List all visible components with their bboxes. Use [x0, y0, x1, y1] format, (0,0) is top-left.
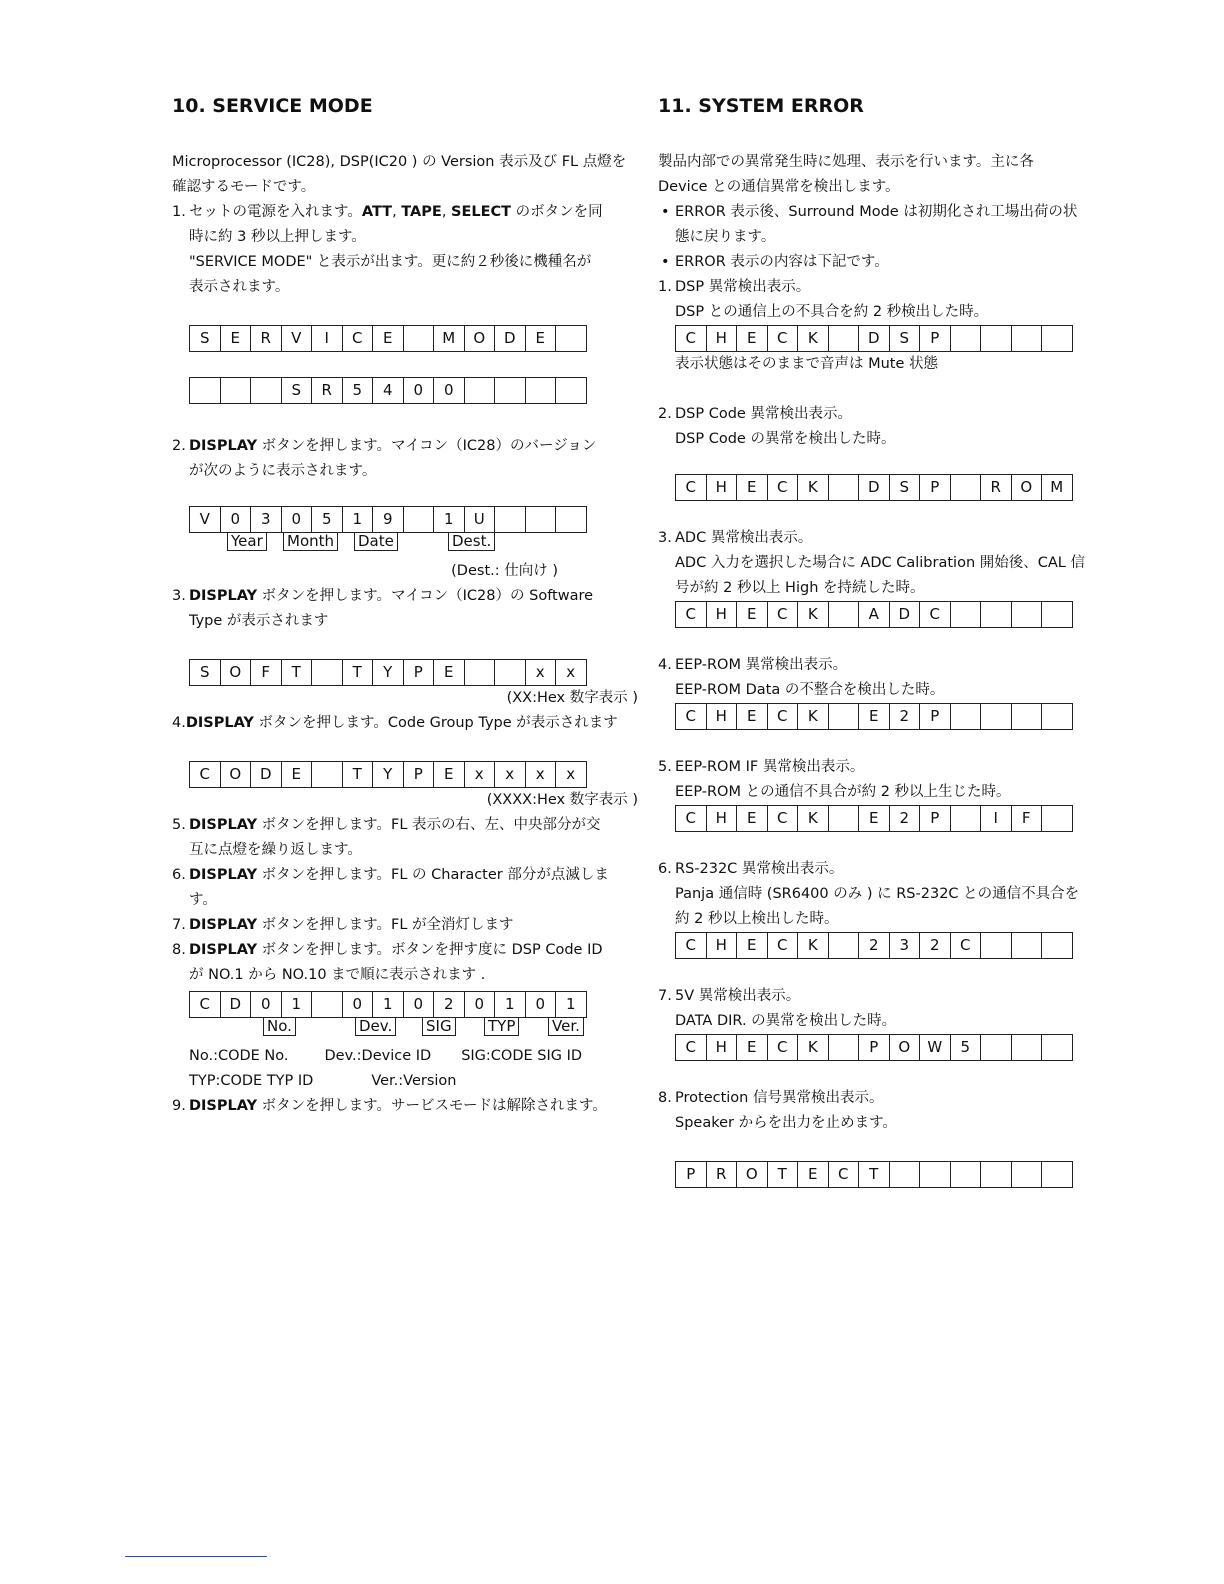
display-cell: K: [797, 805, 829, 832]
step-4: 4.DISPLAY ボタンを押します。Code Group Type が表示されます: [172, 715, 618, 731]
legend-line-2: TYP:CODE TYP ID Ver.:Version: [189, 1073, 457, 1089]
display-cell: E: [858, 805, 890, 832]
code-type-note: (XXXX:Hex 数字表示 ): [486, 792, 638, 808]
display-cell: 3: [250, 506, 282, 533]
display-cell: Y: [372, 659, 404, 686]
display-cell: C: [342, 325, 374, 352]
display-cell: H: [706, 932, 738, 959]
display-cell: E: [281, 761, 313, 788]
display-cell: [555, 506, 587, 533]
display-cell: 2: [919, 932, 951, 959]
display-cell: K: [797, 601, 829, 628]
display-cell: E: [736, 325, 768, 352]
bullet-2: • ERROR 表示の内容は下記です。: [658, 250, 1110, 275]
display-soft-type: [189, 659, 642, 686]
display-cell: [494, 659, 526, 686]
display-cell: 1: [342, 506, 374, 533]
display-cell: 2: [889, 703, 921, 730]
display-check-dsp: [675, 325, 1110, 352]
display-cell: K: [797, 703, 829, 730]
display-cell: x: [555, 659, 587, 686]
display-cell: I: [311, 325, 343, 352]
display-check-pow5: [675, 1034, 1110, 1061]
display-cell: 0: [250, 991, 282, 1018]
display-cell: H: [706, 601, 738, 628]
display-cell: H: [706, 703, 738, 730]
display-cell: D: [858, 474, 890, 501]
display-cell: Y: [372, 761, 404, 788]
display-cell: S: [889, 474, 921, 501]
display-cell: D: [220, 991, 252, 1018]
display-cell: P: [919, 703, 951, 730]
display-cell: M: [1041, 474, 1073, 501]
error-2-title: 2. DSP Code 異常検出表示。: [658, 406, 852, 422]
bullet-icon: •: [661, 204, 670, 220]
error-6-desc-2: 約 2 秒以上検出した時。: [675, 911, 839, 927]
display-cell: D: [250, 761, 282, 788]
display-cell: 4: [372, 377, 404, 404]
display-cell: [950, 601, 982, 628]
display-cell: [980, 325, 1012, 352]
display-cell: E: [736, 805, 768, 832]
display-cell: M: [433, 325, 465, 352]
display-service-mode: [189, 325, 642, 352]
error-1-after: 表示状態はそのままで音声は Mute 状態: [675, 356, 939, 372]
display-cell: [1041, 1161, 1073, 1188]
display-cell: [1011, 1161, 1043, 1188]
intro-line-2: Device との通信異常を検出します。: [658, 179, 900, 195]
display-cell: C: [767, 601, 799, 628]
step-9: 9. DISPLAY ボタンを押します。サービスモードは解除されます。: [172, 1098, 607, 1114]
display-cell: K: [797, 325, 829, 352]
bullet-1: • ERROR 表示後、Surround Mode は初期化され工場出荷の状: [658, 200, 1110, 225]
display-cell: K: [797, 1034, 829, 1061]
display-cell: P: [403, 761, 435, 788]
display-cell: P: [675, 1161, 707, 1188]
display-protect: [675, 1161, 1110, 1188]
intro-line-2: 確認するモードです。: [172, 179, 316, 195]
display-cell: O: [736, 1161, 768, 1188]
display-cell: x: [525, 659, 557, 686]
display-cell: E: [736, 601, 768, 628]
display-cell: O: [889, 1034, 921, 1061]
display-check-adc: [675, 601, 1110, 628]
display-cell: F: [250, 659, 282, 686]
display-cell: E: [736, 474, 768, 501]
display-cell: 2: [433, 991, 465, 1018]
display-cell: x: [464, 761, 496, 788]
display-cell: E: [220, 325, 252, 352]
label-dev: Dev.: [355, 1017, 396, 1036]
error-7-title: 7. 5V 異常検出表示。: [658, 988, 801, 1004]
display-cell: 0: [281, 506, 313, 533]
display-cell: 5: [311, 506, 343, 533]
display-cell: K: [797, 474, 829, 501]
display-cell: [403, 325, 435, 352]
display-check-e2p: [675, 703, 1110, 730]
label-month: Month: [283, 532, 338, 551]
display-cell: T: [767, 1161, 799, 1188]
display-cell: 1: [372, 991, 404, 1018]
step-6: 6. DISPLAY ボタンを押します。FL の Character 部分が点滅しま: [172, 867, 609, 883]
error-7-desc: DATA DIR. の異常を検出した時。: [675, 1013, 897, 1029]
display-cell: [828, 325, 860, 352]
display-cell: W: [919, 1034, 951, 1061]
label-ver: Ver.: [548, 1017, 584, 1036]
footer-rule: [125, 1556, 267, 1557]
display-cell: [1041, 325, 1073, 352]
display-cell: [555, 325, 587, 352]
display-check-e2p-if: [675, 805, 1110, 832]
display-cell: C: [767, 805, 799, 832]
error-5-desc: EEP-ROM との通信不具合が約 2 秒以上生じた時。: [675, 784, 1011, 800]
error-3-title: 3. ADC 異常検出表示。: [658, 530, 813, 546]
display-cell: D: [889, 601, 921, 628]
dest-note: (Dest.: 仕向け ): [451, 563, 558, 579]
display-cell: S: [889, 325, 921, 352]
intro-line-1: 製品内部での異常発生時に処理、表示を行います。主に各: [658, 154, 1034, 170]
version-field-labels: [189, 533, 642, 559]
step-5: 5. DISPLAY ボタンを押します。FL 表示の右、左、中央部分が交: [172, 817, 601, 833]
display-cell: O: [220, 659, 252, 686]
display-cell: I: [980, 805, 1012, 832]
display-cell: [464, 659, 496, 686]
display-cell: 9: [372, 506, 404, 533]
label-sig: SIG: [422, 1017, 456, 1036]
display-cell: 1: [281, 991, 313, 1018]
step-1-line-3: "SERVICE MODE" と表示が出ます。更に約２秒後に機種名が: [189, 254, 592, 270]
display-cell: U: [464, 506, 496, 533]
display-cell: [494, 377, 526, 404]
display-cell: [1041, 805, 1073, 832]
display-cell: C: [767, 1034, 799, 1061]
display-cell: C: [675, 703, 707, 730]
display-cell: [1041, 601, 1073, 628]
display-cell: [1011, 932, 1043, 959]
display-cell: 0: [525, 991, 557, 1018]
display-cell: 1: [494, 991, 526, 1018]
display-cell: [494, 506, 526, 533]
step-2-line-2: が次のように表示されます。: [189, 463, 377, 479]
display-check-232c: [675, 932, 1110, 959]
error-4-desc: EEP-ROM Data の不整合を検出した時。: [675, 682, 945, 698]
display-cell: E: [736, 703, 768, 730]
step-1: 1. セットの電源を入れます。ATT, TAPE, SELECT のボタンを同: [172, 204, 603, 220]
display-cell: C: [767, 474, 799, 501]
display-version: [189, 506, 642, 533]
display-cell: O: [1011, 474, 1043, 501]
display-cell: [220, 377, 252, 404]
label-date: Date: [354, 532, 398, 551]
display-cell: R: [311, 377, 343, 404]
label-typ: TYP: [484, 1017, 519, 1036]
display-cell: [950, 325, 982, 352]
display-cell: C: [919, 601, 951, 628]
display-cell: [828, 601, 860, 628]
display-cell: R: [980, 474, 1012, 501]
display-cell: [311, 991, 343, 1018]
display-cell: C: [675, 1034, 707, 1061]
display-cell: P: [858, 1034, 890, 1061]
display-cell: T: [342, 659, 374, 686]
error-6-title: 6. RS-232C 異常検出表示。: [658, 861, 844, 877]
display-cell: [311, 761, 343, 788]
display-cell: E: [433, 659, 465, 686]
display-cell: [950, 474, 982, 501]
error-4-title: 4. EEP-ROM 異常検出表示。: [658, 657, 848, 673]
display-cell: S: [189, 659, 221, 686]
display-code-type: [189, 761, 642, 788]
step-8: 8. DISPLAY ボタンを押します。ボタンを押す度に DSP Code ID: [172, 942, 603, 958]
step-7: 7. DISPLAY ボタンを押します。FL が全消灯します: [172, 917, 514, 933]
bullet-1-line-2: 態に戻ります。: [675, 229, 776, 245]
display-cell: [189, 377, 221, 404]
display-cell: [980, 932, 1012, 959]
display-cell: 1: [433, 506, 465, 533]
intro-line-1: Microprocessor (IC28), DSP(IC20 ) の Version 表示及び FL 点燈を: [172, 154, 627, 170]
display-cell: [403, 506, 435, 533]
soft-type-note: (XX:Hex 数字表示 ): [506, 690, 638, 706]
display-cell: R: [250, 325, 282, 352]
display-cell: P: [403, 659, 435, 686]
display-cell: x: [494, 761, 526, 788]
display-cell: P: [919, 805, 951, 832]
display-cell: [980, 703, 1012, 730]
bullet-icon: •: [661, 254, 670, 270]
display-cell: T: [342, 761, 374, 788]
display-cell: C: [767, 703, 799, 730]
display-cell: E: [433, 761, 465, 788]
display-cell: E: [736, 1034, 768, 1061]
display-cell: 0: [433, 377, 465, 404]
display-cell: [1011, 1034, 1043, 1061]
display-cell: R: [706, 1161, 738, 1188]
label-no: No.: [263, 1017, 296, 1036]
display-cell: E: [858, 703, 890, 730]
display-cell: [311, 659, 343, 686]
display-cell: [980, 1161, 1012, 1188]
display-cell: F: [1011, 805, 1043, 832]
display-cell: [525, 506, 557, 533]
step-1-line-4: 表示されます。: [189, 279, 290, 295]
display-cell: E: [736, 932, 768, 959]
error-2-desc: DSP Code の異常を検出した時。: [675, 431, 896, 447]
display-cell: 0: [464, 991, 496, 1018]
display-cell: H: [706, 325, 738, 352]
display-cell: C: [767, 932, 799, 959]
display-cell: C: [189, 761, 221, 788]
label-year: Year: [227, 532, 267, 551]
display-cell: A: [858, 601, 890, 628]
display-cell: [950, 805, 982, 832]
display-cell: H: [706, 805, 738, 832]
display-cell: O: [464, 325, 496, 352]
display-cell: C: [767, 325, 799, 352]
display-dsp-code-id: [189, 991, 642, 1018]
code-id-field-labels: [189, 1018, 642, 1044]
display-cell: [828, 703, 860, 730]
error-8-desc: Speaker からを出力を止めます。: [675, 1115, 897, 1131]
display-model-name: [189, 377, 642, 404]
display-cell: [525, 377, 557, 404]
display-cell: [980, 1034, 1012, 1061]
display-cell: x: [525, 761, 557, 788]
display-cell: C: [189, 991, 221, 1018]
display-cell: S: [189, 325, 221, 352]
display-cell: 2: [858, 932, 890, 959]
display-cell: T: [281, 659, 313, 686]
display-cell: [889, 1161, 921, 1188]
error-5-title: 5. EEP-ROM IF 異常検出表示。: [658, 759, 865, 775]
error-1-desc: DSP との通信上の不具合を約 2 秒検出した時。: [675, 304, 989, 320]
display-cell: K: [797, 932, 829, 959]
display-cell: [828, 474, 860, 501]
display-cell: 0: [342, 991, 374, 1018]
display-cell: [1011, 703, 1043, 730]
display-cell: E: [525, 325, 557, 352]
display-cell: [1011, 325, 1043, 352]
display-cell: T: [858, 1161, 890, 1188]
error-6-desc-1: Panja 通信時 (SR6400 のみ ) に RS-232C との通信不具合を: [675, 886, 1080, 902]
display-cell: V: [281, 325, 313, 352]
step-3: 3. DISPLAY ボタンを押します。マイコン（IC28）の Software: [172, 588, 594, 604]
service-mode-section: [172, 92, 642, 1119]
display-cell: H: [706, 474, 738, 501]
display-cell: [980, 601, 1012, 628]
section-title: 11. SYSTEM ERROR: [658, 95, 864, 117]
display-cell: [1041, 932, 1073, 959]
display-cell: O: [220, 761, 252, 788]
display-cell: [1041, 703, 1073, 730]
display-cell: 0: [403, 991, 435, 1018]
display-cell: C: [675, 474, 707, 501]
display-cell: x: [555, 761, 587, 788]
display-cell: S: [281, 377, 313, 404]
display-cell: C: [675, 325, 707, 352]
step-3-line-2: Type が表示されます: [189, 613, 329, 629]
display-cell: 5: [342, 377, 374, 404]
display-cell: E: [372, 325, 404, 352]
display-cell: [828, 932, 860, 959]
step-6-line-2: す。: [189, 892, 217, 908]
error-3-desc-1: ADC 入力を選択した場合に ADC Calibration 開始後、CAL 信: [675, 555, 1085, 571]
display-cell: H: [706, 1034, 738, 1061]
display-cell: 0: [403, 377, 435, 404]
error-1-title: 1. DSP 異常検出表示。: [658, 279, 811, 295]
display-cell: [464, 377, 496, 404]
section-title: 10. SERVICE MODE: [172, 95, 373, 117]
display-cell: [1011, 601, 1043, 628]
display-cell: [828, 805, 860, 832]
display-cell: [919, 1161, 951, 1188]
display-cell: C: [675, 805, 707, 832]
legend-line-1: No.:CODE No. Dev.:Device ID SIG:CODE SIG ID: [189, 1048, 583, 1064]
display-cell: 5: [950, 1034, 982, 1061]
system-error-section: [658, 92, 1110, 1188]
display-cell: [250, 377, 282, 404]
display-check-dsp-rom: [675, 474, 1110, 501]
display-cell: E: [797, 1161, 829, 1188]
display-cell: C: [828, 1161, 860, 1188]
display-cell: 2: [889, 805, 921, 832]
display-cell: 3: [889, 932, 921, 959]
display-cell: P: [919, 474, 951, 501]
display-cell: [828, 1034, 860, 1061]
display-cell: [555, 377, 587, 404]
step-8-line-2: が NO.1 から NO.10 まで順に表示されます .: [189, 967, 486, 983]
display-cell: D: [494, 325, 526, 352]
step-2: 2. DISPLAY ボタンを押します。マイコン（IC28）のバージョン: [172, 438, 597, 454]
display-cell: V: [189, 506, 221, 533]
step-5-line-2: 互に点燈を繰り返します。: [189, 842, 362, 858]
display-cell: [950, 1161, 982, 1188]
error-8-title: 8. Protection 信号異常検出表示。: [658, 1090, 884, 1106]
display-cell: 1: [555, 991, 587, 1018]
display-cell: C: [675, 932, 707, 959]
display-cell: C: [675, 601, 707, 628]
label-dest: Dest.: [448, 532, 495, 551]
display-cell: C: [950, 932, 982, 959]
step-1-line-2: 時に約 3 秒以上押します。: [189, 229, 366, 245]
display-cell: D: [858, 325, 890, 352]
display-cell: 0: [220, 506, 252, 533]
display-cell: P: [919, 325, 951, 352]
display-cell: [1041, 1034, 1073, 1061]
error-3-desc-2: 号が約 2 秒以上 High を持続した時。: [675, 580, 925, 596]
display-cell: [950, 703, 982, 730]
